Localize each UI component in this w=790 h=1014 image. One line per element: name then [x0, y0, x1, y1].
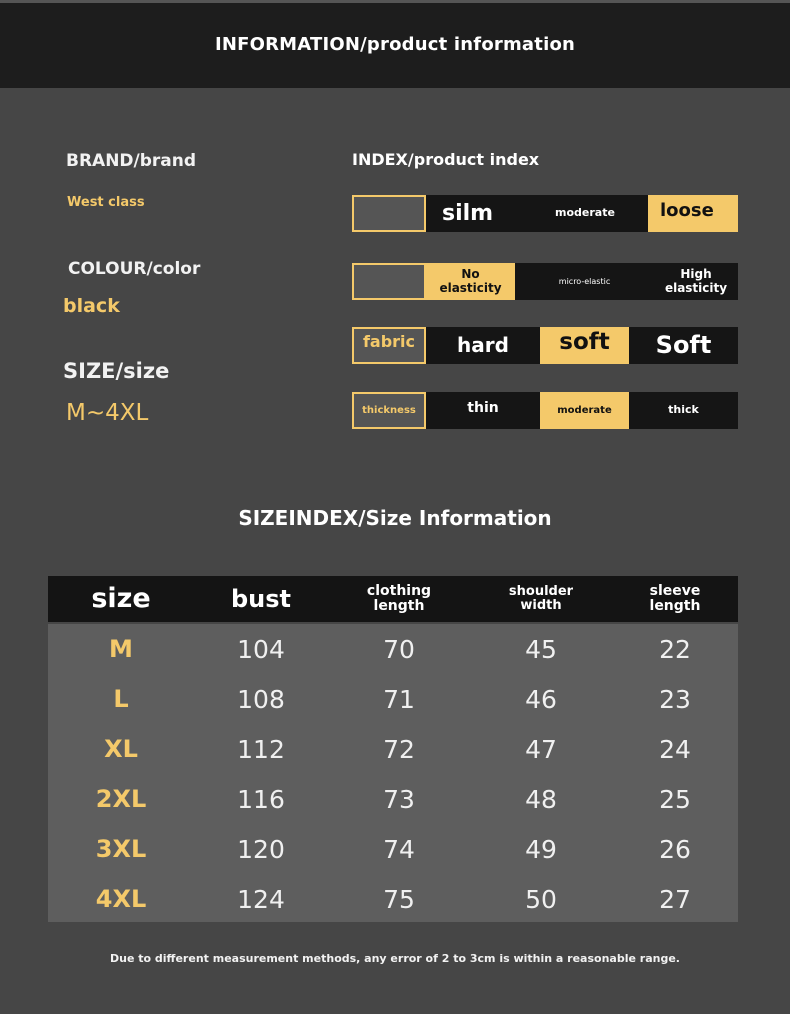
- index-row-head: [352, 195, 426, 232]
- clothing-length-cell: 72: [383, 734, 415, 764]
- brand-label: BRAND/brand: [66, 151, 197, 171]
- clothing-length-cell: 74: [383, 834, 415, 864]
- index-row-elasticity: [352, 263, 738, 300]
- index-option: High elasticity: [664, 266, 728, 295]
- index-option-selected: moderate: [540, 392, 629, 429]
- index-option-selected: No elasticity: [426, 263, 515, 300]
- shoulder-width-cell: 47: [525, 734, 557, 764]
- index-option: thin: [467, 400, 499, 416]
- shoulder-width-cell: 50: [525, 884, 557, 914]
- header-bar: [0, 0, 790, 88]
- index-option: thick: [668, 403, 699, 417]
- column-header-sleeve-length: sleeve length: [649, 582, 701, 614]
- clothing-length-cell: 71: [383, 684, 415, 714]
- measurement-note: Due to different measurement methods, any error of 2 to 3cm is within a reasonable range.: [110, 952, 680, 965]
- size-cell: XL: [104, 735, 138, 763]
- size-cell: 2XL: [95, 785, 147, 813]
- shoulder-width-cell: 48: [525, 784, 557, 814]
- sleeve-length-cell: 26: [659, 834, 691, 864]
- clothing-length-cell: 73: [383, 784, 415, 814]
- index-option: silm: [442, 200, 494, 226]
- size-table-title: SIZEINDEX/Size Information: [238, 506, 552, 530]
- index-row-head: fabric: [352, 327, 426, 364]
- index-option: Soft: [655, 330, 712, 359]
- column-header-bust: bust: [230, 584, 292, 613]
- page-title: INFORMATION/product information: [214, 34, 576, 55]
- size-table-header: [48, 576, 738, 622]
- table-row: [48, 674, 738, 724]
- index-row-fabric: [352, 327, 738, 364]
- column-header-size: size: [91, 583, 151, 615]
- index-row-fit: [352, 195, 738, 232]
- shoulder-width-cell: 45: [525, 634, 557, 664]
- colour-label: COLOUR/color: [68, 259, 201, 279]
- clothing-length-cell: 70: [383, 634, 415, 664]
- bust-cell: 112: [237, 734, 285, 764]
- column-header-shoulder-width: shoulder width: [508, 583, 574, 613]
- size-cell: 4XL: [95, 885, 147, 913]
- index-option-selected: soft: [540, 327, 629, 364]
- size-cell: L: [113, 685, 129, 713]
- sleeve-length-cell: 22: [659, 634, 691, 664]
- sleeve-length-cell: 27: [659, 884, 691, 914]
- brand-value: West class: [67, 195, 145, 210]
- size-table-body: [48, 624, 738, 922]
- index-option: hard: [457, 333, 509, 357]
- table-row: [48, 774, 738, 824]
- bust-cell: 108: [237, 684, 285, 714]
- table-row: [48, 824, 738, 874]
- sleeve-length-cell: 25: [659, 784, 691, 814]
- size-cell: 3XL: [95, 835, 147, 863]
- sleeve-length-cell: 24: [659, 734, 691, 764]
- index-title: INDEX/product index: [352, 150, 540, 169]
- shoulder-width-cell: 49: [525, 834, 557, 864]
- size-label: SIZE/size: [63, 359, 170, 383]
- column-header-clothing-length: clothing length: [366, 582, 432, 614]
- table-row: [48, 724, 738, 774]
- index-option: micro-elastic: [558, 276, 611, 286]
- size-cell: M: [109, 635, 133, 663]
- bust-cell: 120: [237, 834, 285, 864]
- index-row-head: [352, 263, 426, 300]
- index-row-head: thickness: [352, 392, 426, 429]
- shoulder-width-cell: 46: [525, 684, 557, 714]
- table-row: [48, 874, 738, 924]
- clothing-length-cell: 75: [383, 884, 415, 914]
- index-row-thickness: [352, 392, 738, 429]
- bust-cell: 124: [237, 884, 285, 914]
- index-option-selected: loose: [648, 195, 738, 232]
- index-option: moderate: [555, 206, 615, 220]
- size-value: M~4XL: [66, 400, 149, 426]
- bust-cell: 116: [237, 784, 285, 814]
- colour-value: black: [63, 295, 120, 317]
- bust-cell: 104: [237, 634, 285, 664]
- table-row: [48, 624, 738, 674]
- sleeve-length-cell: 23: [659, 684, 691, 714]
